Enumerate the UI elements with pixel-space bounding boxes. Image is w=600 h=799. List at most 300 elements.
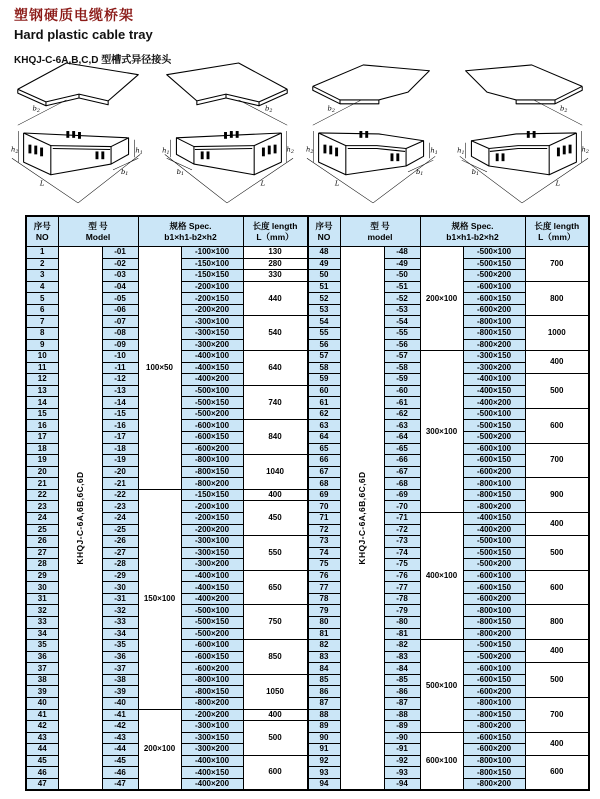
drawing-offset-reducer-left	[10, 56, 148, 208]
cell-no: 66	[308, 455, 340, 467]
cell-spec: -300×200	[463, 362, 525, 374]
cell-spec: -400×150	[181, 767, 243, 779]
cell-model-suffix: -71	[384, 512, 420, 524]
cell-spec: -800×100	[463, 755, 525, 767]
cell-no: 67	[308, 466, 340, 478]
cell-spec: -500×150	[463, 420, 525, 432]
cell-model-suffix: -30	[102, 582, 138, 594]
col-header-spec: 规格 Spec. b1×h1-b2×h2	[138, 216, 243, 247]
cell-model-suffix: -25	[102, 524, 138, 536]
table-header-row	[308, 216, 589, 247]
cell-model-suffix: -92	[384, 755, 420, 767]
cell-length: 400	[243, 489, 307, 501]
cell-no: 31	[26, 593, 58, 605]
cell-no: 11	[26, 362, 58, 374]
cell-spec: -800×150	[463, 327, 525, 339]
cell-spec: -600×150	[181, 432, 243, 444]
cell-model-suffix: -47	[102, 778, 138, 790]
dim-label-h1: $h_1$	[457, 146, 465, 156]
cell-length: 500	[243, 721, 307, 756]
cell-no: 5	[26, 293, 58, 305]
cell-model-suffix: -56	[384, 339, 420, 351]
cell-length: 400	[525, 351, 589, 374]
cell-model-suffix: -75	[384, 559, 420, 571]
cell-no: 62	[308, 408, 340, 420]
cell-spec: -600×150	[463, 582, 525, 594]
cell-model-suffix: -83	[384, 651, 420, 663]
cell-no: 61	[308, 397, 340, 409]
dim-label-L: L	[334, 179, 339, 188]
cell-no: 60	[308, 385, 340, 397]
cell-no: 20	[26, 466, 58, 478]
cell-model-suffix: -93	[384, 767, 420, 779]
cell-no: 77	[308, 582, 340, 594]
cell-no: 26	[26, 536, 58, 548]
cell-spec: -300×100	[181, 316, 243, 328]
col-header-length: 长度 length L（mm）	[243, 216, 307, 247]
cell-length: 750	[243, 605, 307, 640]
col-header-spec: 规格 Spec. b1×h1-b2×h2	[420, 216, 525, 247]
cell-spec: -400×200	[181, 593, 243, 605]
cell-length: 600	[525, 570, 589, 605]
cell-model-suffix: -85	[384, 674, 420, 686]
cell-spec: -600×100	[181, 420, 243, 432]
cell-no: 79	[308, 605, 340, 617]
cell-spec: -200×100	[181, 281, 243, 293]
cell-model-suffix: -89	[384, 721, 420, 733]
cell-model-suffix: -16	[102, 420, 138, 432]
cell-spec: -300×150	[181, 327, 243, 339]
cell-no: 56	[308, 339, 340, 351]
cell-model-suffix: -55	[384, 327, 420, 339]
cell-no: 9	[26, 339, 58, 351]
cell-length: 330	[243, 270, 307, 282]
cell-spec: -600×200	[463, 466, 525, 478]
cell-no: 48	[308, 247, 340, 259]
cell-model-suffix: -58	[384, 362, 420, 374]
cell-no: 10	[26, 351, 58, 363]
cell-model-suffix: -76	[384, 570, 420, 582]
cell-model-suffix: -62	[384, 408, 420, 420]
cell-no: 15	[26, 408, 58, 420]
cell-no: 2	[26, 258, 58, 270]
cell-no: 64	[308, 432, 340, 444]
cell-spec: -400×200	[181, 374, 243, 386]
cell-model-suffix: -41	[102, 709, 138, 721]
cell-spec: -200×100	[181, 501, 243, 513]
cell-model-suffix: -03	[102, 270, 138, 282]
cell-spec: -500×200	[463, 651, 525, 663]
cell-spec: -400×150	[181, 582, 243, 594]
cell-length: 500	[525, 374, 589, 409]
cell-spec: -300×100	[181, 536, 243, 548]
dim-label-L: L	[39, 179, 45, 188]
cell-spec: -200×200	[181, 524, 243, 536]
cell-length: 440	[243, 281, 307, 316]
cell-no: 57	[308, 351, 340, 363]
cell-spec: -600×150	[463, 732, 525, 744]
cell-length: 700	[525, 247, 589, 282]
cell-spec: -300×200	[181, 744, 243, 756]
cell-model-suffix: -67	[384, 466, 420, 478]
dim-label-L: L	[555, 179, 561, 188]
cell-model-suffix: -33	[102, 617, 138, 629]
cell-spec: -800×200	[463, 778, 525, 790]
cell-length: 400	[525, 640, 589, 663]
cell-spec: -600×150	[463, 293, 525, 305]
cell-model-suffix: -37	[102, 663, 138, 675]
cell-model-suffix: -87	[384, 697, 420, 709]
cell-length: 400	[243, 709, 307, 721]
cell-length: 700	[525, 443, 589, 478]
model-subtitle: KHQJ-C-6A,B,C,D 型槽式异径接头	[14, 55, 172, 66]
cell-spec-group: 200×100	[138, 709, 181, 790]
cell-no: 39	[26, 686, 58, 698]
cell-no: 23	[26, 501, 58, 513]
cell-no: 76	[308, 570, 340, 582]
cell-spec: -800×150	[181, 466, 243, 478]
cell-length: 850	[243, 640, 307, 675]
cell-no: 38	[26, 674, 58, 686]
cell-model-suffix: -10	[102, 351, 138, 363]
cell-length: 500	[525, 663, 589, 698]
cell-model-suffix: -27	[102, 547, 138, 559]
cell-spec: -800×100	[463, 316, 525, 328]
cell-length: 1000	[525, 316, 589, 351]
cell-model-suffix: -29	[102, 570, 138, 582]
cell-model-suffix: -46	[102, 767, 138, 779]
cell-model-suffix: -13	[102, 385, 138, 397]
cell-model-suffix: -17	[102, 432, 138, 444]
cell-no: 81	[308, 628, 340, 640]
cell-length: 650	[243, 570, 307, 605]
table-row	[26, 247, 307, 259]
table-body-right	[308, 247, 589, 790]
cell-no: 14	[26, 397, 58, 409]
cell-length: 800	[525, 605, 589, 640]
cell-model-suffix: -84	[384, 663, 420, 675]
cell-length: 400	[525, 732, 589, 755]
cell-spec: -400×100	[181, 570, 243, 582]
cell-no: 93	[308, 767, 340, 779]
col-header-no: 序号 NO	[308, 216, 340, 247]
cell-spec: -200×150	[181, 512, 243, 524]
cell-length: 600	[243, 755, 307, 790]
cell-spec: -300×100	[181, 721, 243, 733]
cell-spec-group: 300×100	[420, 351, 463, 513]
cell-length: 840	[243, 420, 307, 455]
cell-no: 16	[26, 420, 58, 432]
cell-length: 1040	[243, 455, 307, 490]
spec-tables	[25, 215, 590, 791]
cell-model-suffix: -94	[384, 778, 420, 790]
cell-model-suffix: -70	[384, 501, 420, 513]
cell-length: 400	[525, 512, 589, 535]
cell-spec: -500×150	[463, 258, 525, 270]
cell-model-suffix: -54	[384, 316, 420, 328]
cell-spec: -600×200	[181, 443, 243, 455]
cell-no: 83	[308, 651, 340, 663]
cell-no: 17	[26, 432, 58, 444]
cell-model-suffix: -51	[384, 281, 420, 293]
cell-model-suffix: -86	[384, 686, 420, 698]
cell-model-suffix: -65	[384, 443, 420, 455]
dim-label-b2: $b_2$	[32, 104, 40, 115]
cell-spec: -600×100	[463, 570, 525, 582]
dim-label-h1: $h_1$	[162, 146, 170, 156]
spec-table-left	[25, 215, 308, 791]
cell-spec: -600×100	[463, 443, 525, 455]
cell-no: 70	[308, 501, 340, 513]
spec-table-right	[308, 215, 591, 791]
cell-spec: -400×100	[463, 374, 525, 386]
cell-model-suffix: -40	[102, 697, 138, 709]
cell-no: 27	[26, 547, 58, 559]
cell-spec: -150×100	[181, 258, 243, 270]
drawing-center-reducer-right	[452, 56, 590, 208]
cell-spec: -300×150	[181, 732, 243, 744]
cell-spec: -300×150	[181, 547, 243, 559]
cell-model-suffix: -34	[102, 628, 138, 640]
cell-spec: -800×150	[463, 617, 525, 629]
technical-drawings	[0, 56, 600, 212]
cell-spec: -500×150	[463, 547, 525, 559]
dim-label-b1: $b_1$	[415, 167, 424, 178]
cell-no: 18	[26, 443, 58, 455]
cell-model-suffix: -68	[384, 478, 420, 490]
cell-model-suffix: -36	[102, 651, 138, 663]
page-title-en: Hard plastic cable tray	[14, 27, 153, 42]
cell-model-suffix: -66	[384, 455, 420, 467]
cell-spec: -600×200	[181, 663, 243, 675]
cell-spec: -800×150	[463, 767, 525, 779]
cell-no: 73	[308, 536, 340, 548]
cell-no: 3	[26, 270, 58, 282]
cell-model-suffix: -45	[102, 755, 138, 767]
cell-spec-group: 400×100	[420, 512, 463, 639]
cell-spec: -400×100	[181, 351, 243, 363]
cell-model-suffix: -81	[384, 628, 420, 640]
cell-length: 800	[525, 281, 589, 316]
cell-model-suffix: -52	[384, 293, 420, 305]
cell-model-suffix: -12	[102, 374, 138, 386]
table-row	[308, 247, 589, 259]
cell-no: 54	[308, 316, 340, 328]
cell-spec: -100×100	[181, 247, 243, 259]
cell-model-suffix: -06	[102, 304, 138, 316]
cell-no: 6	[26, 304, 58, 316]
cell-model-suffix: -91	[384, 744, 420, 756]
cell-model-suffix: -44	[102, 744, 138, 756]
cell-no: 41	[26, 709, 58, 721]
dim-label-h2: $h_2$	[10, 145, 19, 155]
cell-spec: -150×150	[181, 270, 243, 282]
cell-no: 51	[308, 281, 340, 293]
cell-model-suffix: -20	[102, 466, 138, 478]
dim-label-h1: $h_1$	[430, 146, 438, 156]
cell-spec-group: 500×100	[420, 640, 463, 733]
cell-model-suffix: -35	[102, 640, 138, 652]
cell-spec: -800×200	[463, 501, 525, 513]
cell-spec: -600×100	[181, 640, 243, 652]
cell-no: 84	[308, 663, 340, 675]
cell-model-suffix: -82	[384, 640, 420, 652]
cell-length: 740	[243, 385, 307, 420]
cell-model-suffix: -59	[384, 374, 420, 386]
cell-model-suffix: -43	[102, 732, 138, 744]
cell-spec: -300×150	[463, 351, 525, 363]
cell-spec: -400×200	[181, 778, 243, 790]
cell-spec: -500×100	[463, 247, 525, 259]
cell-model-suffix: -39	[102, 686, 138, 698]
cell-no: 94	[308, 778, 340, 790]
cell-spec: -800×200	[181, 697, 243, 709]
cell-model-series	[340, 247, 384, 790]
cell-spec: -300×200	[181, 559, 243, 571]
cell-spec: -500×100	[463, 408, 525, 420]
cell-model-suffix: -28	[102, 559, 138, 571]
cell-spec: -200×150	[181, 293, 243, 305]
cell-spec: -500×200	[463, 432, 525, 444]
cell-model-suffix: -80	[384, 617, 420, 629]
cell-model-suffix: -88	[384, 709, 420, 721]
col-header-no: 序号 NO	[26, 216, 58, 247]
cell-model-suffix: -23	[102, 501, 138, 513]
cell-no: 92	[308, 755, 340, 767]
cell-no: 28	[26, 559, 58, 571]
cell-model-suffix: -07	[102, 316, 138, 328]
cell-no: 44	[26, 744, 58, 756]
cell-length: 550	[243, 536, 307, 571]
cell-model-suffix: -18	[102, 443, 138, 455]
cell-no: 30	[26, 582, 58, 594]
cell-spec-group: 600×100	[420, 732, 463, 790]
cell-no: 55	[308, 327, 340, 339]
cell-no: 63	[308, 420, 340, 432]
cell-spec: -500×150	[181, 617, 243, 629]
cell-model-suffix: -79	[384, 605, 420, 617]
dim-label-h2: $h_2$	[581, 145, 590, 155]
cell-no: 21	[26, 478, 58, 490]
cell-no: 68	[308, 478, 340, 490]
model-series-vertical-text: KHQJ-C-6A,6B,6C,6D	[74, 471, 85, 565]
cell-model-suffix: -02	[102, 258, 138, 270]
cell-spec: -500×200	[463, 270, 525, 282]
cell-no: 85	[308, 674, 340, 686]
cell-spec: -150×150	[181, 489, 243, 501]
cell-length: 640	[243, 351, 307, 386]
cell-model-suffix: -64	[384, 432, 420, 444]
cell-spec: -800×200	[181, 478, 243, 490]
dim-label-h1: $h_1$	[135, 146, 143, 156]
cell-spec: -400×200	[463, 397, 525, 409]
col-header-model: 型 号 model	[340, 216, 420, 247]
cell-spec: -400×150	[463, 385, 525, 397]
cell-model-suffix: -49	[384, 258, 420, 270]
cell-no: 91	[308, 744, 340, 756]
col-header-length: 长度 length L（mm）	[525, 216, 589, 247]
cell-no: 7	[26, 316, 58, 328]
cell-spec: -600×150	[181, 651, 243, 663]
cell-model-suffix: -63	[384, 420, 420, 432]
cell-model-suffix: -90	[384, 732, 420, 744]
cell-spec: -400×200	[463, 524, 525, 536]
cell-spec: -800×100	[463, 605, 525, 617]
cell-no: 72	[308, 524, 340, 536]
cell-no: 53	[308, 304, 340, 316]
cell-no: 35	[26, 640, 58, 652]
col-header-model: 型 号 Model	[58, 216, 138, 247]
cell-spec: -500×100	[181, 385, 243, 397]
cell-no: 29	[26, 570, 58, 582]
cell-no: 58	[308, 362, 340, 374]
cell-length: 450	[243, 501, 307, 536]
cell-no: 75	[308, 559, 340, 571]
cell-spec: -400×150	[463, 512, 525, 524]
cell-length: 500	[525, 536, 589, 571]
cell-model-suffix: -09	[102, 339, 138, 351]
cell-length: 600	[525, 408, 589, 443]
cell-spec: -500×200	[463, 559, 525, 571]
cell-model-suffix: -78	[384, 593, 420, 605]
cell-spec: -800×200	[463, 339, 525, 351]
cell-no: 25	[26, 524, 58, 536]
cell-model-suffix: -73	[384, 536, 420, 548]
cell-spec: -300×200	[181, 339, 243, 351]
cell-no: 78	[308, 593, 340, 605]
cell-spec-group: 100×50	[138, 247, 181, 490]
cell-spec: -400×100	[181, 755, 243, 767]
cell-spec: -800×150	[463, 489, 525, 501]
cell-model-suffix: -04	[102, 281, 138, 293]
cell-model-suffix: -57	[384, 351, 420, 363]
cell-spec: -600×200	[463, 686, 525, 698]
dim-label-b1: $b_1$	[120, 167, 129, 178]
cell-model-suffix: -26	[102, 536, 138, 548]
cell-no: 65	[308, 443, 340, 455]
cell-model-suffix: -19	[102, 455, 138, 467]
cell-no: 90	[308, 732, 340, 744]
cell-model-series	[58, 247, 102, 790]
drawing-offset-reducer-right	[157, 56, 295, 208]
dim-label-b2: $b_2$	[560, 104, 568, 115]
cell-model-suffix: -22	[102, 489, 138, 501]
cell-spec: -800×100	[181, 455, 243, 467]
cell-model-suffix: -14	[102, 397, 138, 409]
cell-spec: -500×100	[463, 536, 525, 548]
cell-length: 130	[243, 247, 307, 259]
cell-no: 89	[308, 721, 340, 733]
cell-model-suffix: -61	[384, 397, 420, 409]
dim-label-L: L	[260, 179, 266, 188]
cell-no: 47	[26, 778, 58, 790]
cell-no: 45	[26, 755, 58, 767]
cell-model-suffix: -50	[384, 270, 420, 282]
cell-spec: -200×200	[181, 304, 243, 316]
cell-model-suffix: -42	[102, 721, 138, 733]
cell-model-suffix: -05	[102, 293, 138, 305]
cell-spec: -500×100	[181, 605, 243, 617]
table-body-left	[26, 247, 307, 790]
cell-model-suffix: -15	[102, 408, 138, 420]
cell-no: 74	[308, 547, 340, 559]
cell-spec: -800×200	[463, 628, 525, 640]
cell-spec: -600×150	[463, 674, 525, 686]
cell-no: 69	[308, 489, 340, 501]
cell-no: 82	[308, 640, 340, 652]
cell-model-suffix: -77	[384, 582, 420, 594]
cell-model-suffix: -38	[102, 674, 138, 686]
